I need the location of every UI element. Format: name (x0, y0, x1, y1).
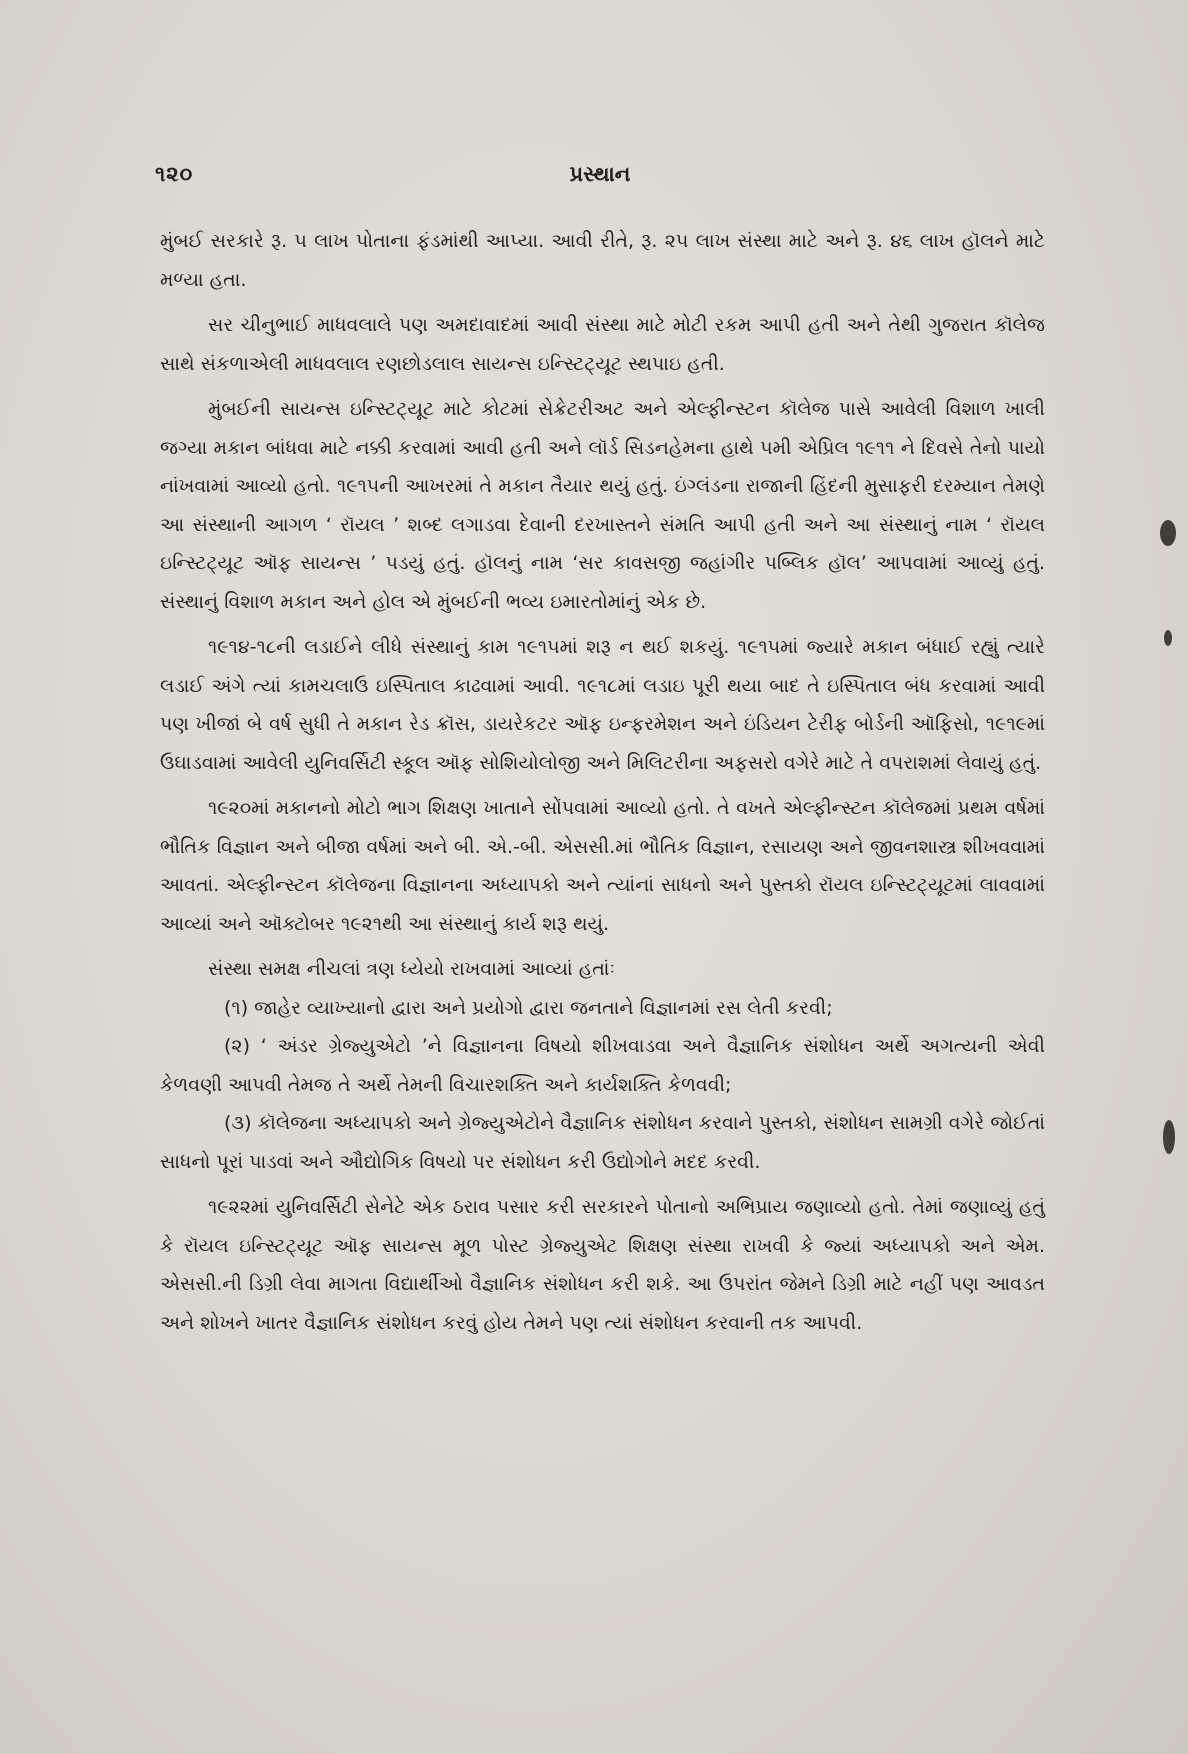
objective-item-2: (૨) ‘ અંડર ગ્રેજ્યુએટો ’ને વિજ્ઞાનના વિષયો શીખવાડવા અને વૈજ્ઞાનિક સંશોધન અર્થે અગત્યની એવી કેળવણી આપવી તેમજ તે અર્થે તેમની વિચારશક્તિ અને કાર્યશક્તિ કેળવવી; (160, 1035, 1045, 1096)
running-title: પ્રસ્થાન (569, 162, 631, 186)
paragraph-1: મુંબઈ સરકારે રૂ. ૫ લાખ પોતાના ફંડમાંથી આપ્યા. આવી રીતે, રૂ. ૨૫ લાખ સંસ્થા માટે અને રૂ. ૪૬ લાખ હૉલને માટે મળ્યા હતા. (160, 230, 1045, 291)
paragraph-5: ૧૯૨૦માં મકાનનો મોટો ભાગ શિક્ષણ ખાતાને સોંપવામાં આવ્યો હતો. તે વખતે એલ્ફીન્સ્ટન કૉલેજમાં પ્રથમ વર્ષમાં ભૌતિક વિજ્ઞાન અને બીજા વર્ષમાં અને બી. એ.-બી. એસસી.માં ભૌતિક વિજ્ઞાન, રસાયણ અને જીવનશાસ્ત્ર શીખવવામાં આવતાં. એલ્ફીન્સ્ટન કૉલેજના વિજ્ઞાનના અધ્યાપકો અને ત્યાંનાં સાધનો અને પુસ્તકો રૉયલ ઇન્સ્ટિટ્યૂટમાં લાવવામાં આવ્યાં અને ઑક્ટોબર ૧૯૨૧થી આ સંસ્થાનું કાર્ય શરૂ થયું. (160, 797, 1045, 935)
paragraph-4: ૧૯૧૪-૧૮ની લડાઈને લીધે સંસ્થાનું કામ ૧૯૧૫માં શરૂ ન થઈ શકયું. ૧૯૧૫માં જ્યારે મકાન બંધાઈ રહ્યું ત્યારે લડાઈ અંગે ત્યાં કામચલાઉ ઇસ્પિતાલ કાઢવામાં આવી. ૧૯૧૮માં લડાઇ પૂરી થયા બાદ તે ઇસ્પિતાલ બંધ કરવામાં આવી પણ ખીજાં બે વર્ષ સુધી તે મકાન રેડ ક્રૉસ, ડાયરેકટર ઑફ ઇન્ફરમેશન અને ઇંડિયન ટેરીફ બોર્ડની ઑફિસો, ૧૯૧૯માં ઉઘાડવામાં આવેલી યુનિવર્સિટી સ્કૂલ ઑફ સોશિયોલોજી અને મિલિટરીના અફસરો વગેરે માટે તે વપરાશમાં લેવાયું હતું. (160, 636, 1045, 774)
objective-item-3: (૩) કૉલેજના અધ્યાપકો અને ગ્રેજ્યુએટોને વૈજ્ઞાનિક સંશોધન કરવાને પુસ્તકો, સંશોધન સામગ્રી વગેરે જોઈતાં સાધનો પૂરાં પાડવાં અને ઔદ્યોગિક વિષયો પર સંશોધન કરી ઉદ્યોગોને મદદ કરવી. (160, 1112, 1045, 1173)
page-number: ૧૨૦ (155, 162, 194, 186)
paragraph-2: સર ચીનુભાઈ માધવલાલે પણ અમદાવાદમાં આવી સંસ્થા માટે મોટી રકમ આપી હતી અને તેથી ગુજરાત કૉલેજ સાથે સંકળાએલી માધવલાલ રણછોડલાલ સાયન્સ ઇન્સ્ટિટ્યૂટ સ્થપાઇ હતી. (160, 314, 1045, 375)
objective-item-1: (૧) જાહેર વ્યાખ્યાનો દ્વારા અને પ્રયોગો દ્વારા જનતાને વિજ્ઞાનમાં રસ લેતી કરવી; (224, 996, 833, 1019)
objectives-list (160, 950, 1045, 1181)
paragraph-closing: ૧૯૨૨માં યુનિવર્સિટી સેનેટે એક ઠરાવ પસાર કરી સરકારને પોતાનો અભિપ્રાય જણાવ્યો હતો. તેમાં જણાવ્યું હતું કે રૉયલ ઇન્સ્ટિટ્યૂટ ઑફ સાયન્સ મૂળ પોસ્ટ ગ્રેજ્યુએટ શિક્ષણ સંસ્થા રાખવી કે જ્યાં અધ્યાપકો અને એમ. એસસી.ની ડિગ્રી લેવા માગતા વિદ્યાર્થીઓ વૈજ્ઞાનિક સંશોધન કરી શકે. આ ઉપરાંત જેમને ડિગ્રી માટે નહીં પણ આવડત અને શોખને ખાતર વૈજ્ઞાનિક સંશોધન કરવું હોય તેમને પણ ત્યાં સંશોધન કરવાની તક આપવી. (160, 1196, 1045, 1334)
body-text (160, 222, 1045, 1349)
ink-stain-mark (1160, 520, 1176, 546)
page-header (155, 162, 1045, 194)
ink-stain-mark (1164, 630, 1172, 646)
ink-stain-mark (1163, 1120, 1175, 1154)
objectives-intro: સંસ્થા સમક્ષ નીચલાં ત્રણ ધ્યેયો રાખવામાં આવ્યાં હતાંઃ (208, 958, 615, 980)
paragraph-3: મુંબઈની સાયન્સ ઇન્સ્ટિટ્યૂટ માટે કોટમાં સેક્રેટરીઅટ અને એલ્ફીન્સ્ટન કૉલેજ પાસે આવેલી વિશાળ ખાલી જગ્યા મકાન બાંધવા માટે નક્કી કરવામાં આવી હતી અને લૉર્ડ સિડનહેમના હાથે ૫મી એપ્રિલ ૧૯૧૧ ને દિવસે તેનો પાયો નાંખવામાં આવ્યો હતો. ૧૯૧૫ની આખરમાં તે મકાન તૈયાર થયું હતું. ઇંગ્લંડના રાજાની હિંદની મુસાફરી દરમ્યાન તેમણે આ સંસ્થાની આગળ ‘ રૉયલ ’ શબ્દ લગાડવા દેવાની દરખાસ્તને સંમતિ આપી હતી અને આ સંસ્થાનું નામ ‘ રૉયલ ઇન્સ્ટિટ્યૂટ ઑફ સાયન્સ ’ પડયું હતું. હૉલનું નામ ‘સર કાવસજી જહાંગીર પબ્લિક હૉલ’ આપવામાં આવ્યું હતું. સંસ્થાનું વિશાળ મકાન અને હોલ એ મુંબઈની ભવ્ય ઇમારતોમાંનું એક છે. (160, 398, 1045, 613)
